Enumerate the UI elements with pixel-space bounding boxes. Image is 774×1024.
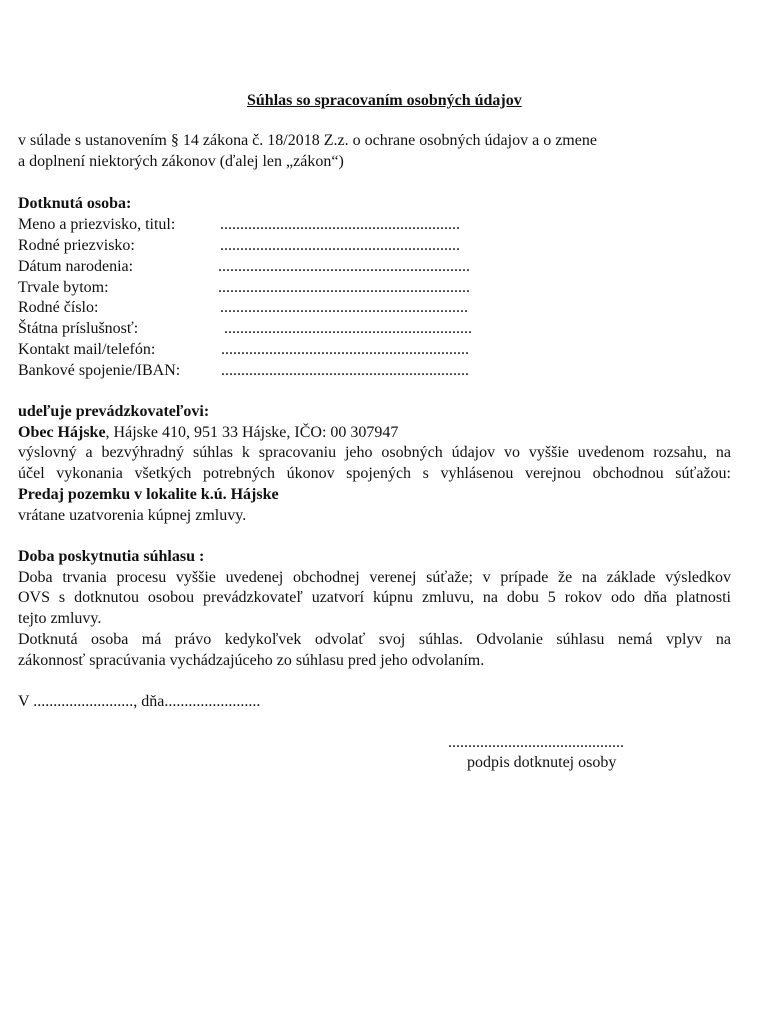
signature-line: ............................................	[448, 734, 624, 751]
field-label-birth-number: Rodné číslo:	[18, 299, 99, 316]
duration-line-5: zákonnosť spracúvania vychádzajúceho zo súhlasu pred jeho odvolaním.	[18, 652, 485, 669]
intro-line-2: a doplnení niektorých zákonov (ďalej len „zákon“)	[18, 153, 344, 170]
purpose-bold: Predaj pozemku v lokalite k.ú. Hájske	[18, 486, 279, 503]
field-label-residence: Trvale bytom:	[18, 279, 109, 296]
consent-line-1: výslovný a bezvýhradný súhlas k spracovaniu jeho osobných údajov vo vyššie uvedenom rozsahu, na	[18, 444, 731, 461]
intro-line-1: v súlade s ustanovením § 14 zákona č. 18/2018 Z.z. o ochrane osobných údajov a o zmene	[18, 132, 597, 149]
operator-name: Obec Hájske	[18, 424, 106, 441]
field-value-birth-surname: ............................................................	[220, 237, 460, 254]
duration-line-1: Doba trvania procesu vyššie uvedenej obchodnej verenej súťaže; v prípade že na základe výsledkov	[18, 569, 731, 586]
duration-heading: Doba poskytnutia súhlasu :	[18, 548, 205, 565]
field-value-birth-date: ...............................................................	[218, 258, 470, 275]
subject-heading: Dotknutá osoba:	[18, 195, 132, 212]
field-label-birth-surname: Rodné priezvisko:	[18, 237, 135, 254]
purpose-rest: vrátane uzatvorenia kúpnej zmluvy.	[18, 507, 247, 524]
operator-line	[18, 423, 398, 443]
field-value-citizenship: ..............................................................	[224, 320, 472, 337]
consent-line-2: účel vykonania všetkých potrebných úkonov spojených s vyhlásenou verejnou obchodnou súťažou:	[18, 465, 731, 482]
field-value-name: ............................................................	[220, 216, 460, 233]
field-label-contact: Kontakt mail/telefón:	[18, 341, 156, 358]
operator-address: , Hájske 410, 951 33 Hájske, IČO: 00 307947	[105, 424, 399, 441]
field-label-birth-date: Dátum narodenia:	[18, 258, 134, 275]
duration-line-4: Dotknutá osoba má právo kedykoľvek odvolať svoj súhlas. Odvolanie súhlasu nemá vplyv na	[18, 631, 731, 648]
duration-line-2: OVS s dotknutou osobou prevádzkovateľ uzatvorí kúpnu zmluvu, na dobu 5 rokov odo dňa platnosti	[18, 589, 731, 606]
grant-heading: udeľuje prevádzkovateľovi:	[18, 403, 210, 420]
field-value-bank: ..............................................................	[221, 362, 469, 379]
duration-line-3: tejto zmluvy.	[18, 610, 102, 627]
field-value-residence: ...............................................................	[218, 279, 470, 296]
document-title: Súhlas so spracovaním osobných údajov	[247, 92, 522, 109]
field-value-birth-number: ..............................................................	[220, 299, 468, 316]
field-label-citizenship: Štátna príslušnosť:	[18, 320, 139, 337]
field-value-contact: ..............................................................	[221, 341, 469, 358]
field-label-bank: Bankové spojenie/IBAN:	[18, 362, 181, 379]
signature-label: podpis dotknutej osoby	[467, 754, 617, 771]
place-date-line: V ........................., dňa........................	[18, 693, 261, 710]
field-label-name: Meno a priezvisko, titul:	[18, 216, 176, 233]
